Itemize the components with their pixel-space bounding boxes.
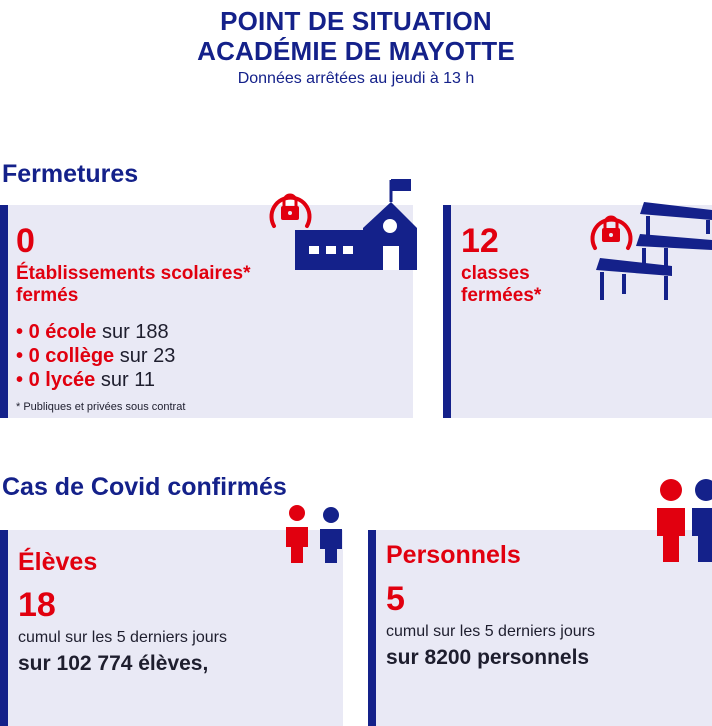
list-bullet: • xyxy=(16,369,24,391)
personnels-count: 5 xyxy=(386,580,405,618)
classroom-tables-icon xyxy=(596,198,712,302)
page-title-line2: ACADÉMIE DE MAYOTTE xyxy=(197,36,515,66)
list-bullet: • xyxy=(16,345,24,367)
footnote: * Publiques et privées sous contrat xyxy=(16,401,186,413)
list-item xyxy=(16,368,155,392)
classes-count: 12 xyxy=(461,222,499,260)
card-accent-bar xyxy=(368,530,376,726)
etablissements-label-line1: Établissements scolaires* xyxy=(16,263,251,284)
people-icon xyxy=(280,503,348,565)
school-building-icon xyxy=(295,176,417,272)
card-accent-bar xyxy=(0,530,8,726)
people-icon xyxy=(654,478,712,566)
etablissements-label-line2: fermés xyxy=(16,285,79,306)
section-title-fermetures: Fermetures xyxy=(2,160,139,188)
list-suffix: sur 11 xyxy=(100,369,155,391)
personnels-total: sur 8200 personnels xyxy=(386,646,590,669)
personnels-heading: Personnels xyxy=(386,541,521,569)
list-item xyxy=(16,344,175,368)
list-value: 0 collège xyxy=(28,345,115,367)
list-suffix: sur 23 xyxy=(119,345,176,367)
list-suffix: sur 188 xyxy=(101,321,169,343)
list-value: 0 lycée xyxy=(28,369,96,391)
eleves-total: sur 102 774 élèves, xyxy=(18,652,209,675)
classes-label-line1: classes xyxy=(461,263,530,284)
list-item xyxy=(16,320,169,344)
eleves-heading: Élèves xyxy=(18,548,98,576)
classes-label-line2: fermées* xyxy=(461,285,542,306)
page-title-line1: POINT DE SITUATION xyxy=(220,6,492,36)
eleves-cumul: cumul sur les 5 derniers jours xyxy=(18,629,227,646)
card-accent-bar xyxy=(0,205,8,418)
page-subtitle: Données arrêtées au jeudi à 13 h xyxy=(237,70,475,87)
card-accent-bar xyxy=(443,205,451,418)
section-title-covid: Cas de Covid confirmés xyxy=(2,473,287,501)
list-value: 0 école xyxy=(28,321,97,343)
etablissements-count: 0 xyxy=(16,222,35,260)
eleves-count: 18 xyxy=(18,586,56,624)
list-bullet: • xyxy=(16,321,24,343)
personnels-cumul: cumul sur les 5 derniers jours xyxy=(386,623,595,640)
